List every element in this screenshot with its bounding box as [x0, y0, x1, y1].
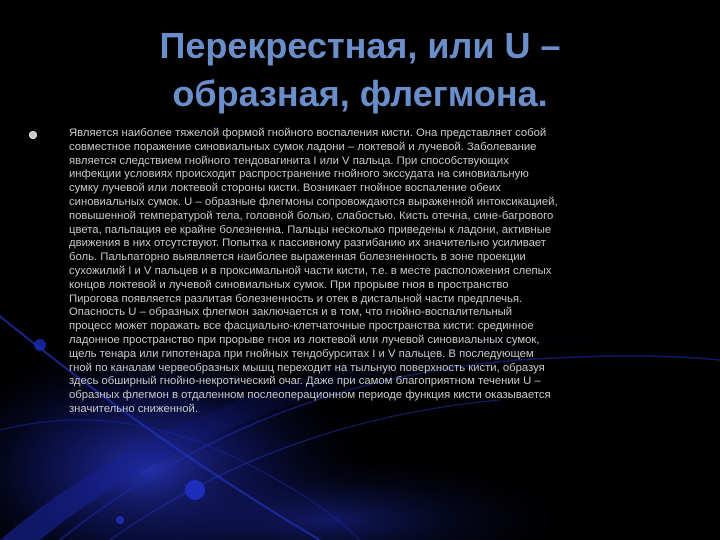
body-line: процесс может поражать все фасциально-клетчаточные пространства кисти: срединное — [69, 320, 534, 333]
body-line: повышенной температурой тела, головной болью, слабостью. Кисть отечна, сине-багрового — [69, 209, 554, 222]
body-line: является следствием гнойного тендовагинита I или V пальца. При способствующих — [69, 154, 509, 167]
slide-title — [80, 22, 640, 118]
body-paragraph — [69, 127, 688, 417]
body-line: значительно сниженной. — [69, 402, 198, 415]
body-line: Является наиболее тяжелой формой гнойного воспаления кисти. Она представляет собой — [69, 127, 547, 139]
body-line: цвета, пальпация ее крайне болезненна. Пальцы несколько приведены к ладони, активные — [69, 223, 552, 236]
bullet-icon — [29, 131, 37, 139]
body-line: ладонное пространство при прорыве гноя из локтевой или лучевой синовиальных сумок, — [69, 333, 540, 346]
body-line: щель тенара или гипотенара при гнойных тендобурситах I и V пальцев. В последующем — [69, 347, 534, 360]
body-line: образных флегмон в отдаленном послеоперационном периоде функция кисти оказывается — [69, 389, 551, 402]
body-line: движения в них отсутствуют. Попытка к пассивному разгибанию их значительно усиливает — [69, 237, 546, 250]
body-line: здесь обширный гнойно-некротический очаг. Даже при самом благоприятном течении U – — [69, 375, 541, 388]
orb-small — [34, 339, 46, 351]
body-line: сумку лучевой или локтевой стороны кисти. Возникает гнойное воспаление обеих — [69, 182, 501, 195]
body-line: совместное поражение синовиальных сумок ладони – локтевой и лучевой. Заболевание — [69, 140, 537, 153]
body-line: боль. Пальпаторно выявляется наиболее выраженная болезненность в зоне проекции — [69, 251, 526, 264]
body-line: инфекции условиях происходит распространение гнойного экссудата на синовиальную — [69, 168, 529, 181]
body-line: сухожилий I и V пальцев и в проксимальной части кисти, т.е. в месте расположения слепых — [69, 264, 552, 277]
orb-large — [185, 480, 205, 500]
body-line: Опасность U – образных флегмон заключается и в том, что гнойно-воспалительный — [69, 306, 513, 319]
body-line: концов локтевой и лучевой синовиальных сумок. При прорыве гноя в пространство — [69, 278, 509, 291]
body-line: гной по каналам червеобразных мышц переходит на тыльную поверхность кисти, образуя — [69, 361, 545, 374]
slide-title-line-1: Перекрестная, или U – — [159, 25, 561, 66]
body-line: Пирогова появляется разлитая болезненность и отек в дистальной части предплечья. — [69, 292, 523, 305]
orb-tiny — [116, 516, 124, 524]
body-line: синовиальных сумок. U – образные флегмоны сопровождаются выраженной интоксикацией, — [69, 195, 558, 208]
slide-title-line-2: образная, флегмона. — [172, 73, 548, 114]
